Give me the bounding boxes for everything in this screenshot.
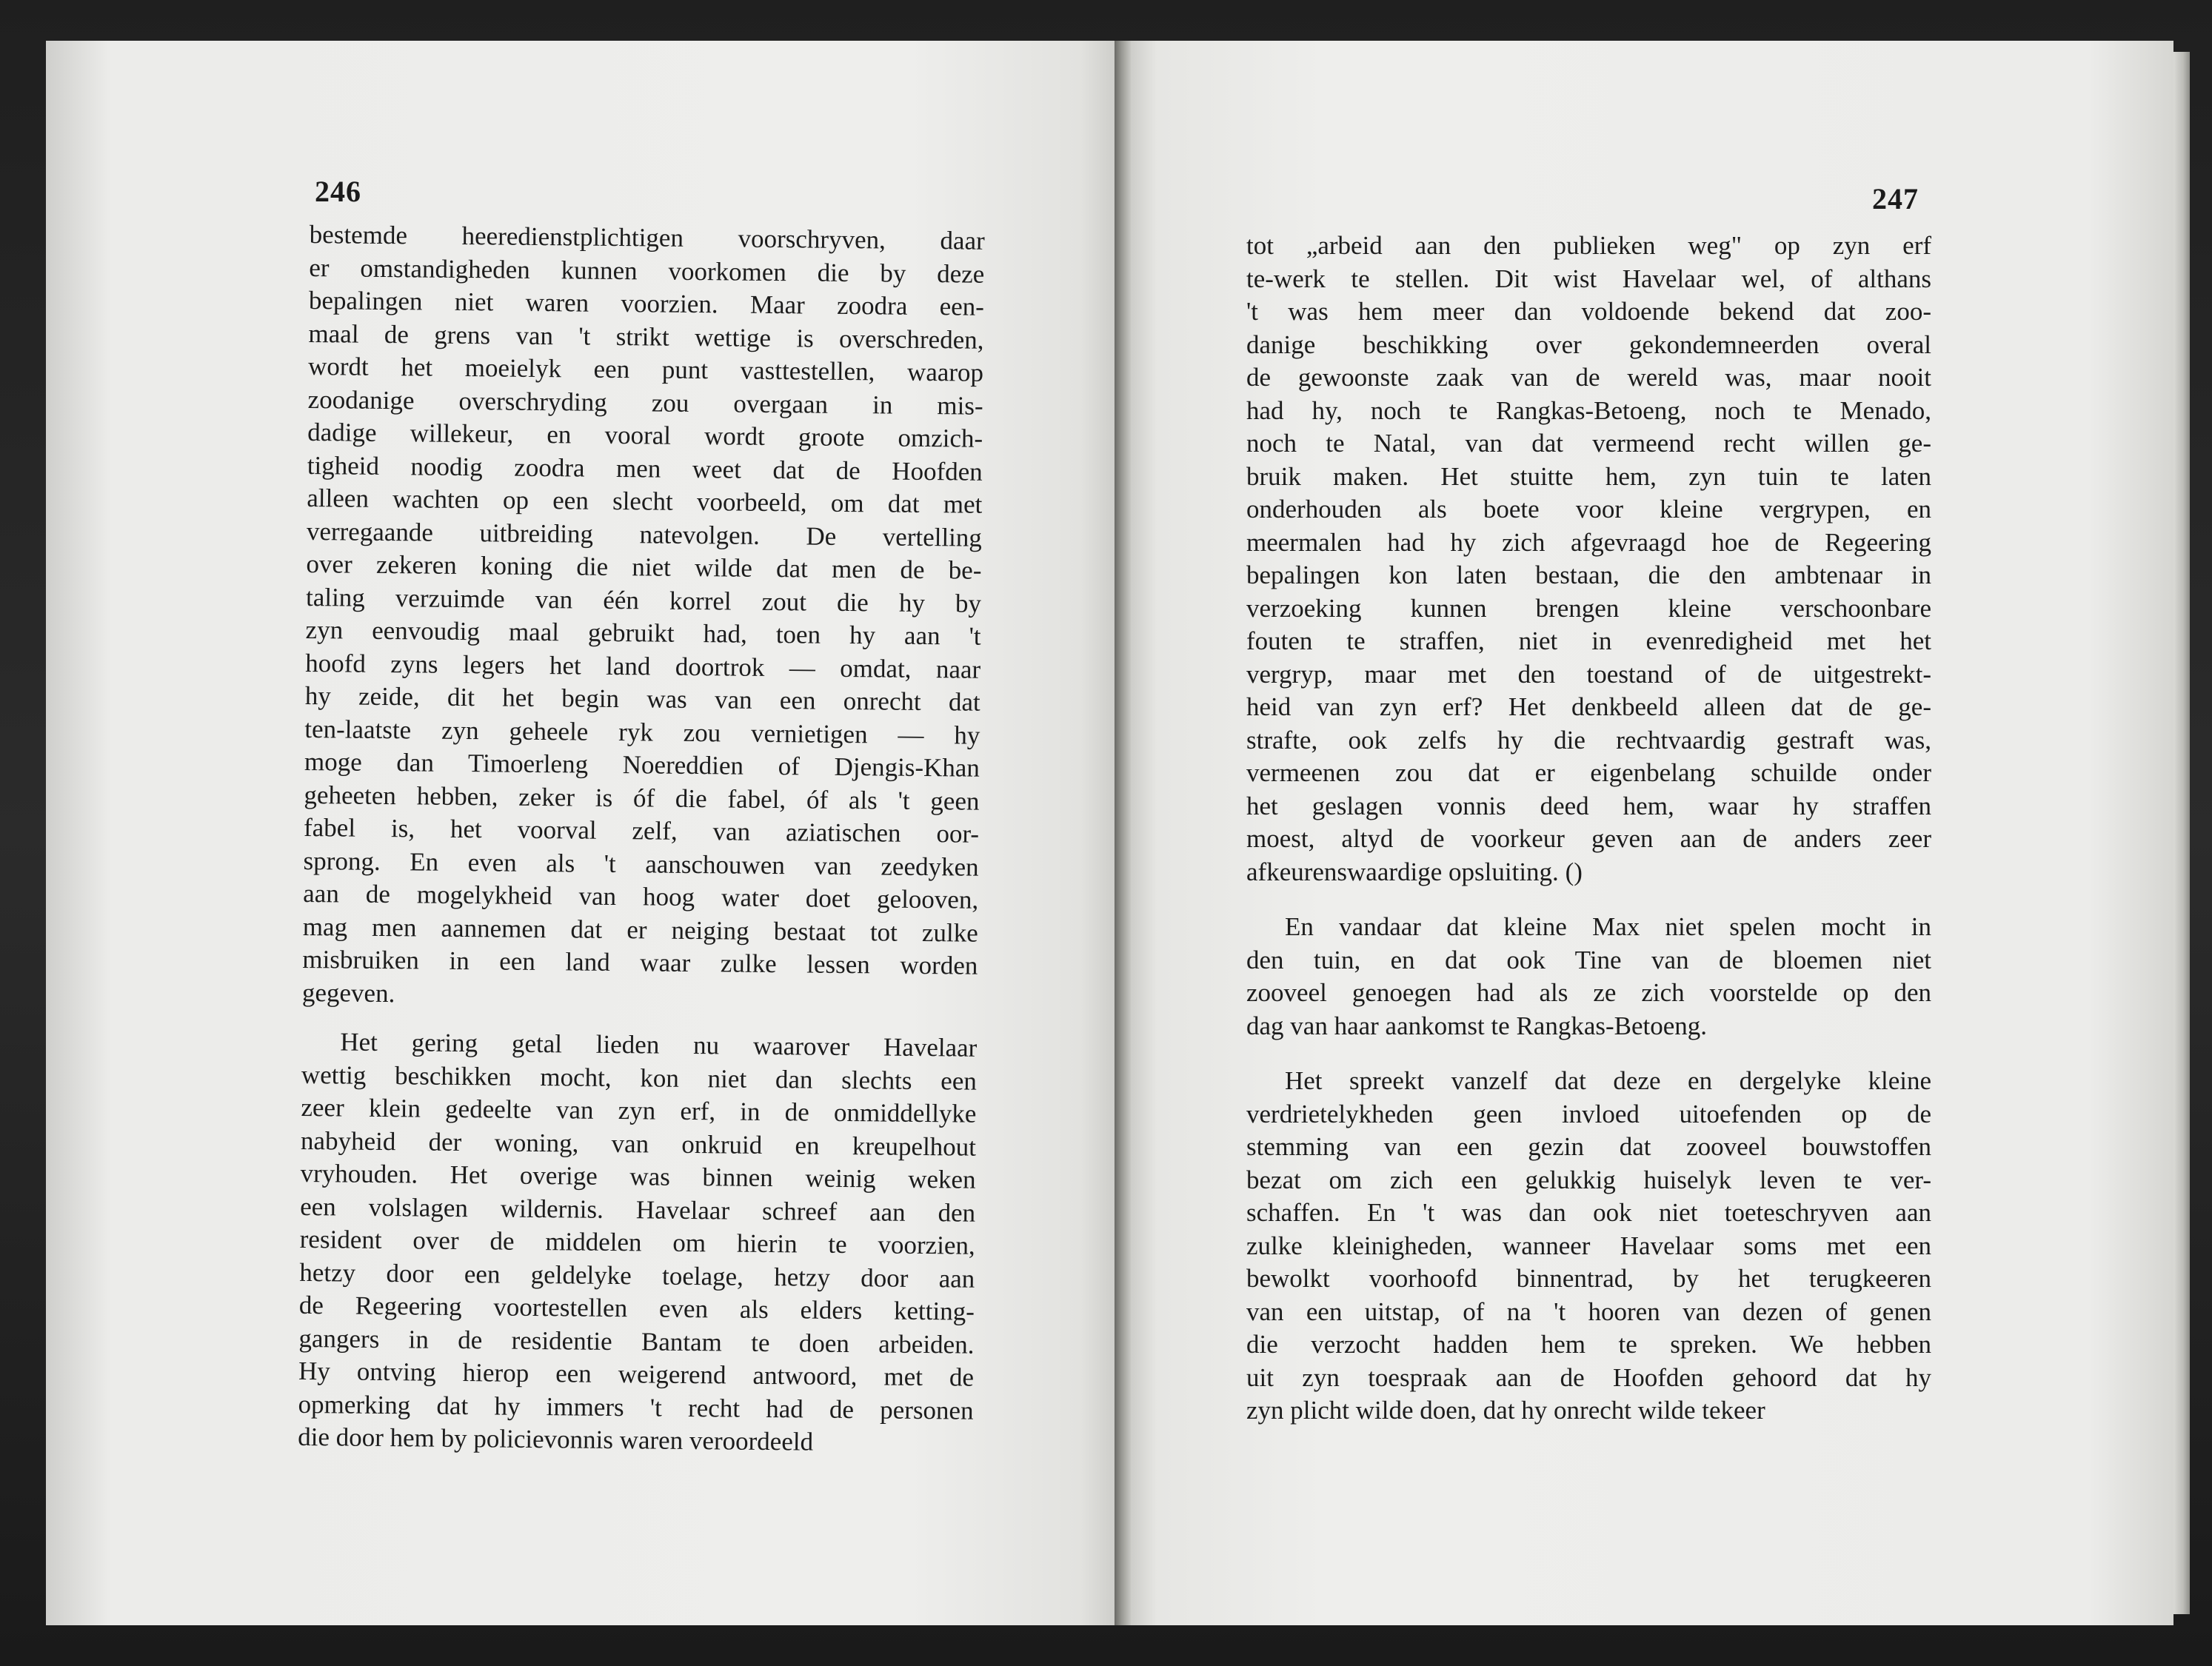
- page-number-right: 247: [1872, 182, 1919, 215]
- text-line: vergryp, maar met den toestand of de uitgestrekt-: [1246, 659, 1931, 689]
- text-line: heid van zyn erf? Het denkbeeld alleen dat de ge-: [1246, 692, 1931, 721]
- text-line: van een uitstap, of na 't hooren van dezen of genen: [1246, 1297, 1931, 1326]
- book-gutter: [1115, 41, 1131, 1625]
- text-line: En vandaar dat kleine Max niet spelen mocht in: [1285, 912, 1931, 941]
- paragraph-gap: [1246, 889, 1931, 911]
- text-line: aan de mogelykheid van hoog water doet gelooven,: [303, 878, 979, 914]
- paragraph: [298, 1026, 978, 1460]
- text-line: hoofd zyns legers het land doortrok — omdat, naar: [305, 648, 981, 684]
- text-line: opmerking dat hy immers 't recht had de personen: [298, 1389, 974, 1425]
- text-line: moest, altyd de voorkeur geven aan de anders zeer: [1246, 824, 1931, 853]
- text-line: die verzocht hadden hem te spreken. We hebben: [1246, 1330, 1931, 1359]
- text-line: resident over de middelen om hierin te voorzien,: [299, 1224, 975, 1260]
- text-line: bruik maken. Het stuitte hem, zyn tuin te laten: [1246, 461, 1931, 491]
- text-line: misbruiken in een land waar zulke lessen worden: [302, 944, 978, 980]
- text-line: tigheid noodig zoodra men weet dat de Hoofden: [307, 450, 983, 486]
- text-line: geheeten hebben, zeker is óf die fabel, óf als 't geen: [304, 780, 980, 816]
- page-number-left: 246: [315, 175, 361, 208]
- text-line: afkeurenswaardige opsluiting. (): [1246, 857, 1583, 886]
- text-line: meermalen had hy zich afgevraagd hoe de Regeering: [1246, 527, 1931, 557]
- text-line: stemming van een gezin dat zooveel bouwstoffen: [1246, 1132, 1931, 1161]
- text-line: er omstandigheden kunnen voorkomen die by deze: [309, 252, 985, 289]
- text-line: den tuin, en dat ook Tine van de bloemen niet: [1246, 945, 1931, 974]
- text-line: de gewoonste zaak van de wereld was, maar nooit: [1246, 363, 1931, 392]
- text-line: noch te Natal, van dat vermeend recht willen ge-: [1246, 429, 1931, 458]
- text-line: hy zeide, dit het begin was van een onrecht dat: [304, 680, 980, 717]
- text-line: zoodanige overschryding zou overgaan in mis-: [307, 384, 983, 421]
- text-line: bezat om zich een gelukkig huiselyk leven te ver-: [1246, 1165, 1931, 1194]
- text-line: Het spreekt vanzelf dat deze en dergelyke kleine: [1285, 1066, 1931, 1095]
- paragraph: [1246, 1065, 1931, 1428]
- text-line: bestemde heeredienstplichtigen voorschryven, daar: [309, 219, 985, 255]
- text-line: dag van haar aankomst te Rangkas-Betoeng.: [1246, 1011, 1708, 1040]
- text-line: taling verzuimde van één korrel zout die hy by: [305, 582, 982, 618]
- text-line: vryhouden. Het overige was binnen weinig weken: [300, 1158, 976, 1194]
- text-line: dadige willekeur, en vooral wordt groote omzich-: [307, 417, 983, 453]
- text-line: 't was hem meer dan voldoende bekend dat zoo-: [1246, 297, 1931, 326]
- paragraph-gap: [1246, 1043, 1931, 1065]
- text-line: maal de grens van 't strikt wettige is overschreden,: [308, 318, 984, 355]
- text-line: wordt het moeielyk een punt vasttestellen, waarop: [307, 351, 984, 387]
- text-line: zooveel genoegen had als ze zich voorstelde op den: [1246, 978, 1931, 1007]
- text-line: uit zyn toespraak aan de Hoofden gehoord dat hy: [1246, 1362, 1931, 1392]
- text-line: vermeenen zou dat er eigenbelang schuilde onder: [1246, 758, 1931, 787]
- text-line: bepalingen niet waren voorzien. Maar zoodra een-: [308, 285, 985, 321]
- text-line: fabel is, het voorval zelf, van aziatischen oor-: [303, 812, 980, 849]
- text-line: ten-laatste zyn geheele ryk zou vernietigen — hy: [304, 714, 980, 750]
- text-line: Het gering getal lieden nu waarover Havelaar: [340, 1027, 978, 1063]
- text-line: een volslagen wildernis. Havelaar schreef aan den: [300, 1191, 976, 1228]
- text-line: zeer klein gedeelte van zyn erf, in de onmiddellyke: [301, 1092, 977, 1128]
- page-edge: [2173, 52, 2190, 1614]
- text-line: schaffen. En 't was dan ook niet toeteschryven aan: [1246, 1198, 1931, 1227]
- text-line: sprong. En even als 't aanschouwen van zeedyken: [303, 846, 979, 882]
- text-line: verdrietelykheden geen invloed uitoefenden op de: [1246, 1099, 1931, 1128]
- text-line: fouten te straffen, niet in evenredigheid met het: [1246, 626, 1931, 655]
- text-line: over zekeren koning die niet wilde dat men de be-: [306, 549, 982, 585]
- text-line: gegeven.: [301, 977, 395, 1008]
- text-line: mag men aannemen dat er neiging bestaat tot zulke: [302, 911, 978, 948]
- text-line: moge dan Timoerleng Noereddien of Djengis-Khan: [304, 746, 980, 783]
- text-line: zulke kleinigheden, wanneer Havelaar soms met een: [1246, 1231, 1931, 1260]
- text-line: het geslagen vonnis deed hem, waar hy straffen: [1246, 791, 1931, 820]
- text-line: gangers in de residentie Bantam te doen arbeiden.: [298, 1323, 975, 1359]
- text-line: verzoeking kunnen brengen kleine verschoonbare: [1246, 593, 1931, 623]
- text-line: had hy, noch te Rangkas-Betoeng, noch te Menado,: [1246, 395, 1931, 425]
- text-line: tot „arbeid aan den publieken weg" op zyn erf: [1246, 231, 1931, 260]
- text-line: strafte, ook zelfs hy die rechtvaardig gestraft was,: [1246, 725, 1931, 755]
- text-line: wettig beschikken mocht, kon niet dan slechts een: [301, 1060, 978, 1096]
- text-line: zyn plicht wilde doen, dat hy onrecht wilde tekeer: [1246, 1396, 1765, 1425]
- text-line: te-werk te stellen. Dit wist Havelaar wel, of althans: [1246, 264, 1931, 293]
- text-line: zyn eenvoudig maal gebruikt had, toen hy aan 't: [305, 615, 981, 651]
- right-page-text: [1246, 230, 1931, 1428]
- text-line: bepalingen kon laten bestaan, die den ambtenaar in: [1246, 561, 1931, 589]
- text-line: verregaande uitbreiding natevolgen. De vertelling: [306, 516, 983, 552]
- text-line: alleen wachten op een slecht voorbeeld, om dat met: [307, 483, 983, 519]
- text-line: nabyheid der woning, van onkruid en kreupelhout: [300, 1125, 977, 1162]
- text-line: de Regeering voortestellen even als elders ketting-: [298, 1290, 975, 1326]
- text-line: Hy ontving hierop een weigerend antwoord, met de: [298, 1356, 975, 1392]
- text-line: danige beschikking over gekondemneerden overal: [1246, 329, 1931, 359]
- paragraph: [1246, 911, 1931, 1043]
- paragraph: [1246, 230, 1931, 889]
- text-line: onderhouden als boete voor kleine vergrypen, en: [1246, 495, 1931, 523]
- text-line: die door hem by policievonnis waren veroordeeld: [298, 1422, 814, 1456]
- text-line: hetzy door een geldelyke toelage, hetzy door aan: [299, 1257, 975, 1294]
- left-page-text: [298, 218, 985, 1460]
- text-line: bewolkt voorhoofd binnentrad, by het terugkeeren: [1246, 1264, 1931, 1293]
- paragraph: [302, 218, 985, 1016]
